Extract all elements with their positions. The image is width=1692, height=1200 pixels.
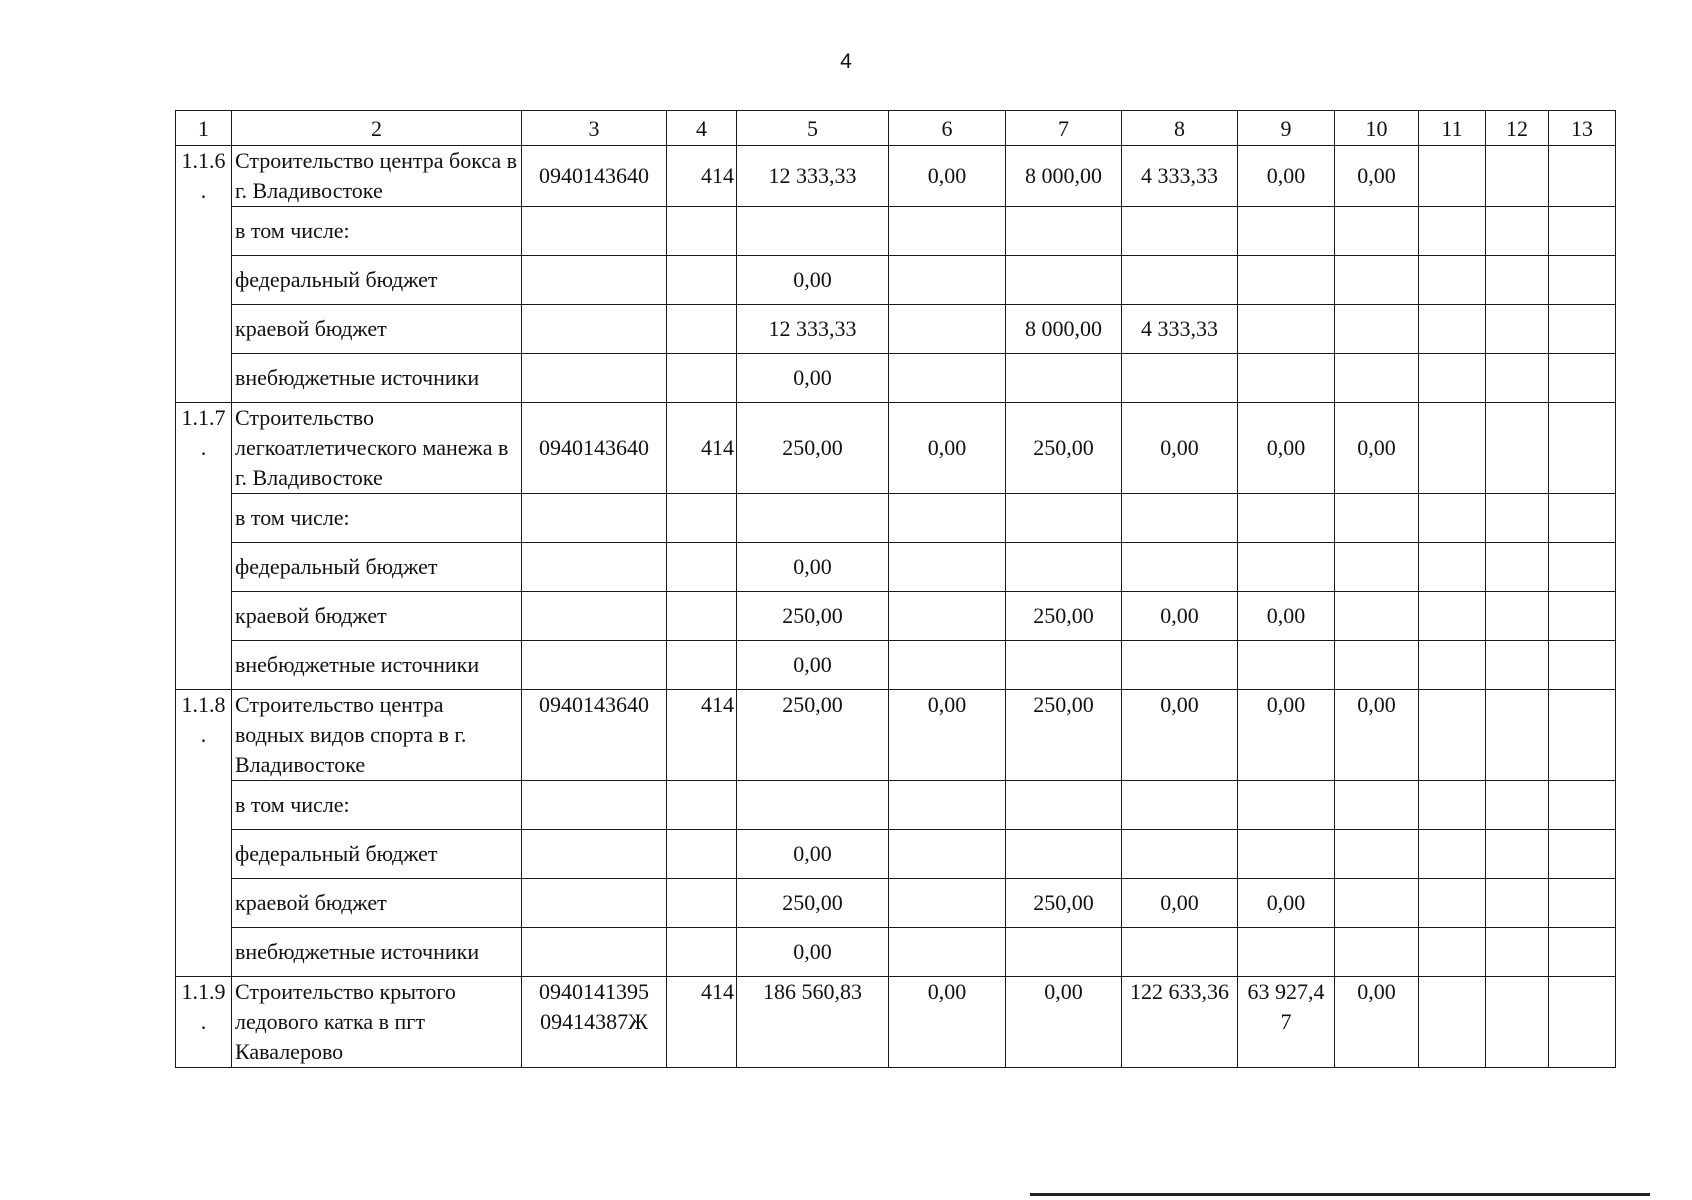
value-cell: 0,00 <box>737 928 889 977</box>
value-cell <box>1486 305 1549 354</box>
item-name: Строительство крытого ледового катка в пгт Кавалерово <box>232 977 522 1068</box>
value-cell <box>1549 690 1616 781</box>
value-cell <box>1549 354 1616 403</box>
value-cell <box>1419 494 1486 543</box>
footer-line <box>1030 1193 1650 1196</box>
column-number: 12 <box>1486 111 1549 146</box>
item-kbk <box>667 830 737 879</box>
item-kbk <box>667 494 737 543</box>
value-cell <box>737 207 889 256</box>
value-cell: 0,00 <box>737 830 889 879</box>
value-cell <box>1335 305 1419 354</box>
value-cell: 0,00 <box>1335 977 1419 1068</box>
value-cell: 0,00 <box>1335 403 1419 494</box>
value-cell <box>1549 830 1616 879</box>
value-cell <box>1486 543 1549 592</box>
value-cell <box>1335 543 1419 592</box>
value-cell <box>1486 690 1549 781</box>
value-cell: 122 633,36 <box>1122 977 1238 1068</box>
value-cell <box>1486 494 1549 543</box>
item-name: Строительство центра водных видов спорта в г. Владивостоке <box>232 690 522 781</box>
value-cell <box>1335 879 1419 928</box>
value-cell <box>1238 207 1335 256</box>
value-cell <box>1122 928 1238 977</box>
item-code <box>522 256 667 305</box>
value-cell <box>1549 592 1616 641</box>
value-cell <box>1238 305 1335 354</box>
value-cell <box>1486 781 1549 830</box>
value-cell <box>1419 879 1486 928</box>
table-row <box>176 879 1616 928</box>
row-index: 1.1.8 . <box>176 690 232 977</box>
value-cell <box>1549 543 1616 592</box>
item-kbk <box>667 592 737 641</box>
value-cell <box>1238 641 1335 690</box>
value-cell: 12 333,33 <box>737 305 889 354</box>
value-cell <box>1335 256 1419 305</box>
table-row <box>176 494 1616 543</box>
item-name: Строительство легкоатлетического манежа в г. Владивостоке <box>232 403 522 494</box>
item-code <box>522 543 667 592</box>
value-cell <box>1122 830 1238 879</box>
table-row <box>176 690 1616 781</box>
value-cell <box>1335 830 1419 879</box>
item-code <box>522 781 667 830</box>
table-row <box>176 146 1616 207</box>
value-cell <box>889 830 1006 879</box>
value-cell <box>737 494 889 543</box>
value-cell <box>889 207 1006 256</box>
value-cell: 0,00 <box>1238 146 1335 207</box>
value-cell <box>889 305 1006 354</box>
column-number: 10 <box>1335 111 1419 146</box>
value-cell <box>1335 781 1419 830</box>
source-label: в том числе: <box>232 494 522 543</box>
value-cell <box>1006 781 1122 830</box>
value-cell <box>1549 403 1616 494</box>
value-cell <box>1549 256 1616 305</box>
item-kbk <box>667 354 737 403</box>
value-cell <box>1419 641 1486 690</box>
source-label: краевой бюджет <box>232 879 522 928</box>
value-cell: 250,00 <box>1006 403 1122 494</box>
item-code: 0940143640 <box>522 403 667 494</box>
value-cell <box>1122 207 1238 256</box>
value-cell <box>1122 494 1238 543</box>
value-cell: 0,00 <box>1238 879 1335 928</box>
value-cell <box>1335 207 1419 256</box>
value-cell <box>889 928 1006 977</box>
value-cell: 12 333,33 <box>737 146 889 207</box>
value-cell <box>1419 403 1486 494</box>
value-cell <box>1549 494 1616 543</box>
source-label: федеральный бюджет <box>232 256 522 305</box>
value-cell: 0,00 <box>737 354 889 403</box>
value-cell <box>1486 592 1549 641</box>
table-row <box>176 781 1616 830</box>
value-cell: 250,00 <box>737 690 889 781</box>
value-cell <box>1006 543 1122 592</box>
item-kbk <box>667 305 737 354</box>
value-cell <box>1006 641 1122 690</box>
column-number-row <box>176 111 1616 146</box>
source-label: федеральный бюджет <box>232 830 522 879</box>
value-cell <box>1238 543 1335 592</box>
value-cell <box>1549 305 1616 354</box>
value-cell: 0,00 <box>1238 690 1335 781</box>
value-cell: 250,00 <box>737 592 889 641</box>
item-kbk <box>667 641 737 690</box>
value-cell <box>1238 830 1335 879</box>
item-kbk <box>667 207 737 256</box>
value-cell: 8 000,00 <box>1006 146 1122 207</box>
value-cell: 0,00 <box>1238 403 1335 494</box>
value-cell <box>1486 403 1549 494</box>
value-cell <box>1549 879 1616 928</box>
column-number: 5 <box>737 111 889 146</box>
value-cell <box>1419 354 1486 403</box>
value-cell <box>1335 354 1419 403</box>
value-cell <box>889 354 1006 403</box>
item-code <box>522 305 667 354</box>
value-cell <box>1486 830 1549 879</box>
item-code <box>522 354 667 403</box>
item-code <box>522 830 667 879</box>
value-cell: 8 000,00 <box>1006 305 1122 354</box>
value-cell <box>1419 690 1486 781</box>
table-row <box>176 207 1616 256</box>
item-kbk <box>667 543 737 592</box>
value-cell: 0,00 <box>1122 403 1238 494</box>
value-cell <box>1486 928 1549 977</box>
source-label: краевой бюджет <box>232 592 522 641</box>
value-cell <box>889 781 1006 830</box>
value-cell <box>1419 256 1486 305</box>
source-label: внебюджетные источники <box>232 354 522 403</box>
row-index: 1.1.9 . <box>176 977 232 1068</box>
value-cell <box>1419 928 1486 977</box>
value-cell <box>889 494 1006 543</box>
item-kbk <box>667 256 737 305</box>
value-cell <box>1122 256 1238 305</box>
table-row <box>176 543 1616 592</box>
value-cell: 4 333,33 <box>1122 146 1238 207</box>
value-cell: 186 560,83 <box>737 977 889 1068</box>
value-cell <box>1419 543 1486 592</box>
value-cell: 0,00 <box>889 403 1006 494</box>
table-row <box>176 592 1616 641</box>
value-cell <box>1122 781 1238 830</box>
item-code: 0940141395 09414387Ж <box>522 977 667 1068</box>
value-cell <box>1122 543 1238 592</box>
item-name: Строительство центра бокса в г. Владивостоке <box>232 146 522 207</box>
item-code <box>522 494 667 543</box>
value-cell <box>1006 207 1122 256</box>
value-cell <box>1486 146 1549 207</box>
value-cell: 0,00 <box>889 146 1006 207</box>
source-label: внебюджетные источники <box>232 641 522 690</box>
value-cell <box>1549 641 1616 690</box>
value-cell <box>1335 641 1419 690</box>
value-cell <box>1006 928 1122 977</box>
value-cell <box>889 543 1006 592</box>
value-cell <box>1419 207 1486 256</box>
value-cell <box>1486 641 1549 690</box>
value-cell <box>1122 641 1238 690</box>
item-kbk <box>667 879 737 928</box>
item-kbk: 414 <box>667 977 737 1068</box>
column-number: 1 <box>176 111 232 146</box>
value-cell <box>1549 781 1616 830</box>
value-cell <box>889 879 1006 928</box>
table-row <box>176 977 1616 1068</box>
value-cell <box>889 592 1006 641</box>
item-kbk: 414 <box>667 146 737 207</box>
source-label: краевой бюджет <box>232 305 522 354</box>
value-cell: 0,00 <box>1335 690 1419 781</box>
column-number: 6 <box>889 111 1006 146</box>
value-cell: 0,00 <box>737 256 889 305</box>
value-cell <box>1549 928 1616 977</box>
value-cell <box>1486 354 1549 403</box>
table-row <box>176 928 1616 977</box>
value-cell: 0,00 <box>1122 879 1238 928</box>
value-cell <box>889 641 1006 690</box>
value-cell <box>1419 146 1486 207</box>
source-label: в том числе: <box>232 207 522 256</box>
item-code <box>522 592 667 641</box>
value-cell <box>1006 494 1122 543</box>
value-cell <box>1486 879 1549 928</box>
budget-table <box>175 110 1616 1068</box>
value-cell <box>1549 977 1616 1068</box>
item-code <box>522 207 667 256</box>
value-cell: 0,00 <box>889 690 1006 781</box>
value-cell <box>1238 781 1335 830</box>
value-cell: 0,00 <box>1122 592 1238 641</box>
table-row <box>176 641 1616 690</box>
column-number: 2 <box>232 111 522 146</box>
value-cell: 0,00 <box>737 641 889 690</box>
table-row <box>176 256 1616 305</box>
value-cell <box>1549 207 1616 256</box>
item-code <box>522 928 667 977</box>
value-cell: 4 333,33 <box>1122 305 1238 354</box>
value-cell: 0,00 <box>1006 977 1122 1068</box>
table-row <box>176 830 1616 879</box>
value-cell <box>1006 354 1122 403</box>
value-cell: 250,00 <box>1006 690 1122 781</box>
value-cell <box>1238 256 1335 305</box>
column-number: 7 <box>1006 111 1122 146</box>
item-kbk: 414 <box>667 690 737 781</box>
item-code: 0940143640 <box>522 146 667 207</box>
source-label: в том числе: <box>232 781 522 830</box>
value-cell <box>737 781 889 830</box>
value-cell <box>1486 207 1549 256</box>
item-kbk: 414 <box>667 403 737 494</box>
column-number: 11 <box>1419 111 1486 146</box>
page-number: 4 <box>840 50 852 73</box>
value-cell: 250,00 <box>737 879 889 928</box>
value-cell <box>1238 928 1335 977</box>
value-cell: 250,00 <box>1006 592 1122 641</box>
value-cell <box>1419 977 1486 1068</box>
value-cell <box>1419 830 1486 879</box>
value-cell: 63 927,4 7 <box>1238 977 1335 1068</box>
value-cell <box>1335 494 1419 543</box>
value-cell <box>1006 830 1122 879</box>
value-cell <box>1419 305 1486 354</box>
column-number: 4 <box>667 111 737 146</box>
column-number: 9 <box>1238 111 1335 146</box>
value-cell <box>1006 256 1122 305</box>
item-kbk <box>667 781 737 830</box>
item-code <box>522 641 667 690</box>
value-cell <box>1122 354 1238 403</box>
column-number: 8 <box>1122 111 1238 146</box>
value-cell: 250,00 <box>737 403 889 494</box>
value-cell <box>1335 592 1419 641</box>
value-cell <box>1238 354 1335 403</box>
source-label: внебюджетные источники <box>232 928 522 977</box>
value-cell: 250,00 <box>1006 879 1122 928</box>
value-cell <box>889 256 1006 305</box>
value-cell: 0,00 <box>737 543 889 592</box>
value-cell <box>1549 146 1616 207</box>
value-cell <box>1486 256 1549 305</box>
column-number: 13 <box>1549 111 1616 146</box>
column-number: 3 <box>522 111 667 146</box>
value-cell: 0,00 <box>1122 690 1238 781</box>
item-code: 0940143640 <box>522 690 667 781</box>
item-code <box>522 879 667 928</box>
value-cell <box>1335 928 1419 977</box>
table-row <box>176 354 1616 403</box>
row-index: 1.1.6 . <box>176 146 232 403</box>
value-cell: 0,00 <box>1238 592 1335 641</box>
value-cell <box>1238 494 1335 543</box>
value-cell: 0,00 <box>1335 146 1419 207</box>
source-label: федеральный бюджет <box>232 543 522 592</box>
table-row <box>176 403 1616 494</box>
value-cell <box>1419 592 1486 641</box>
table-row <box>176 305 1616 354</box>
value-cell <box>1419 781 1486 830</box>
row-index: 1.1.7 . <box>176 403 232 690</box>
value-cell <box>1486 977 1549 1068</box>
value-cell: 0,00 <box>889 977 1006 1068</box>
item-kbk <box>667 928 737 977</box>
